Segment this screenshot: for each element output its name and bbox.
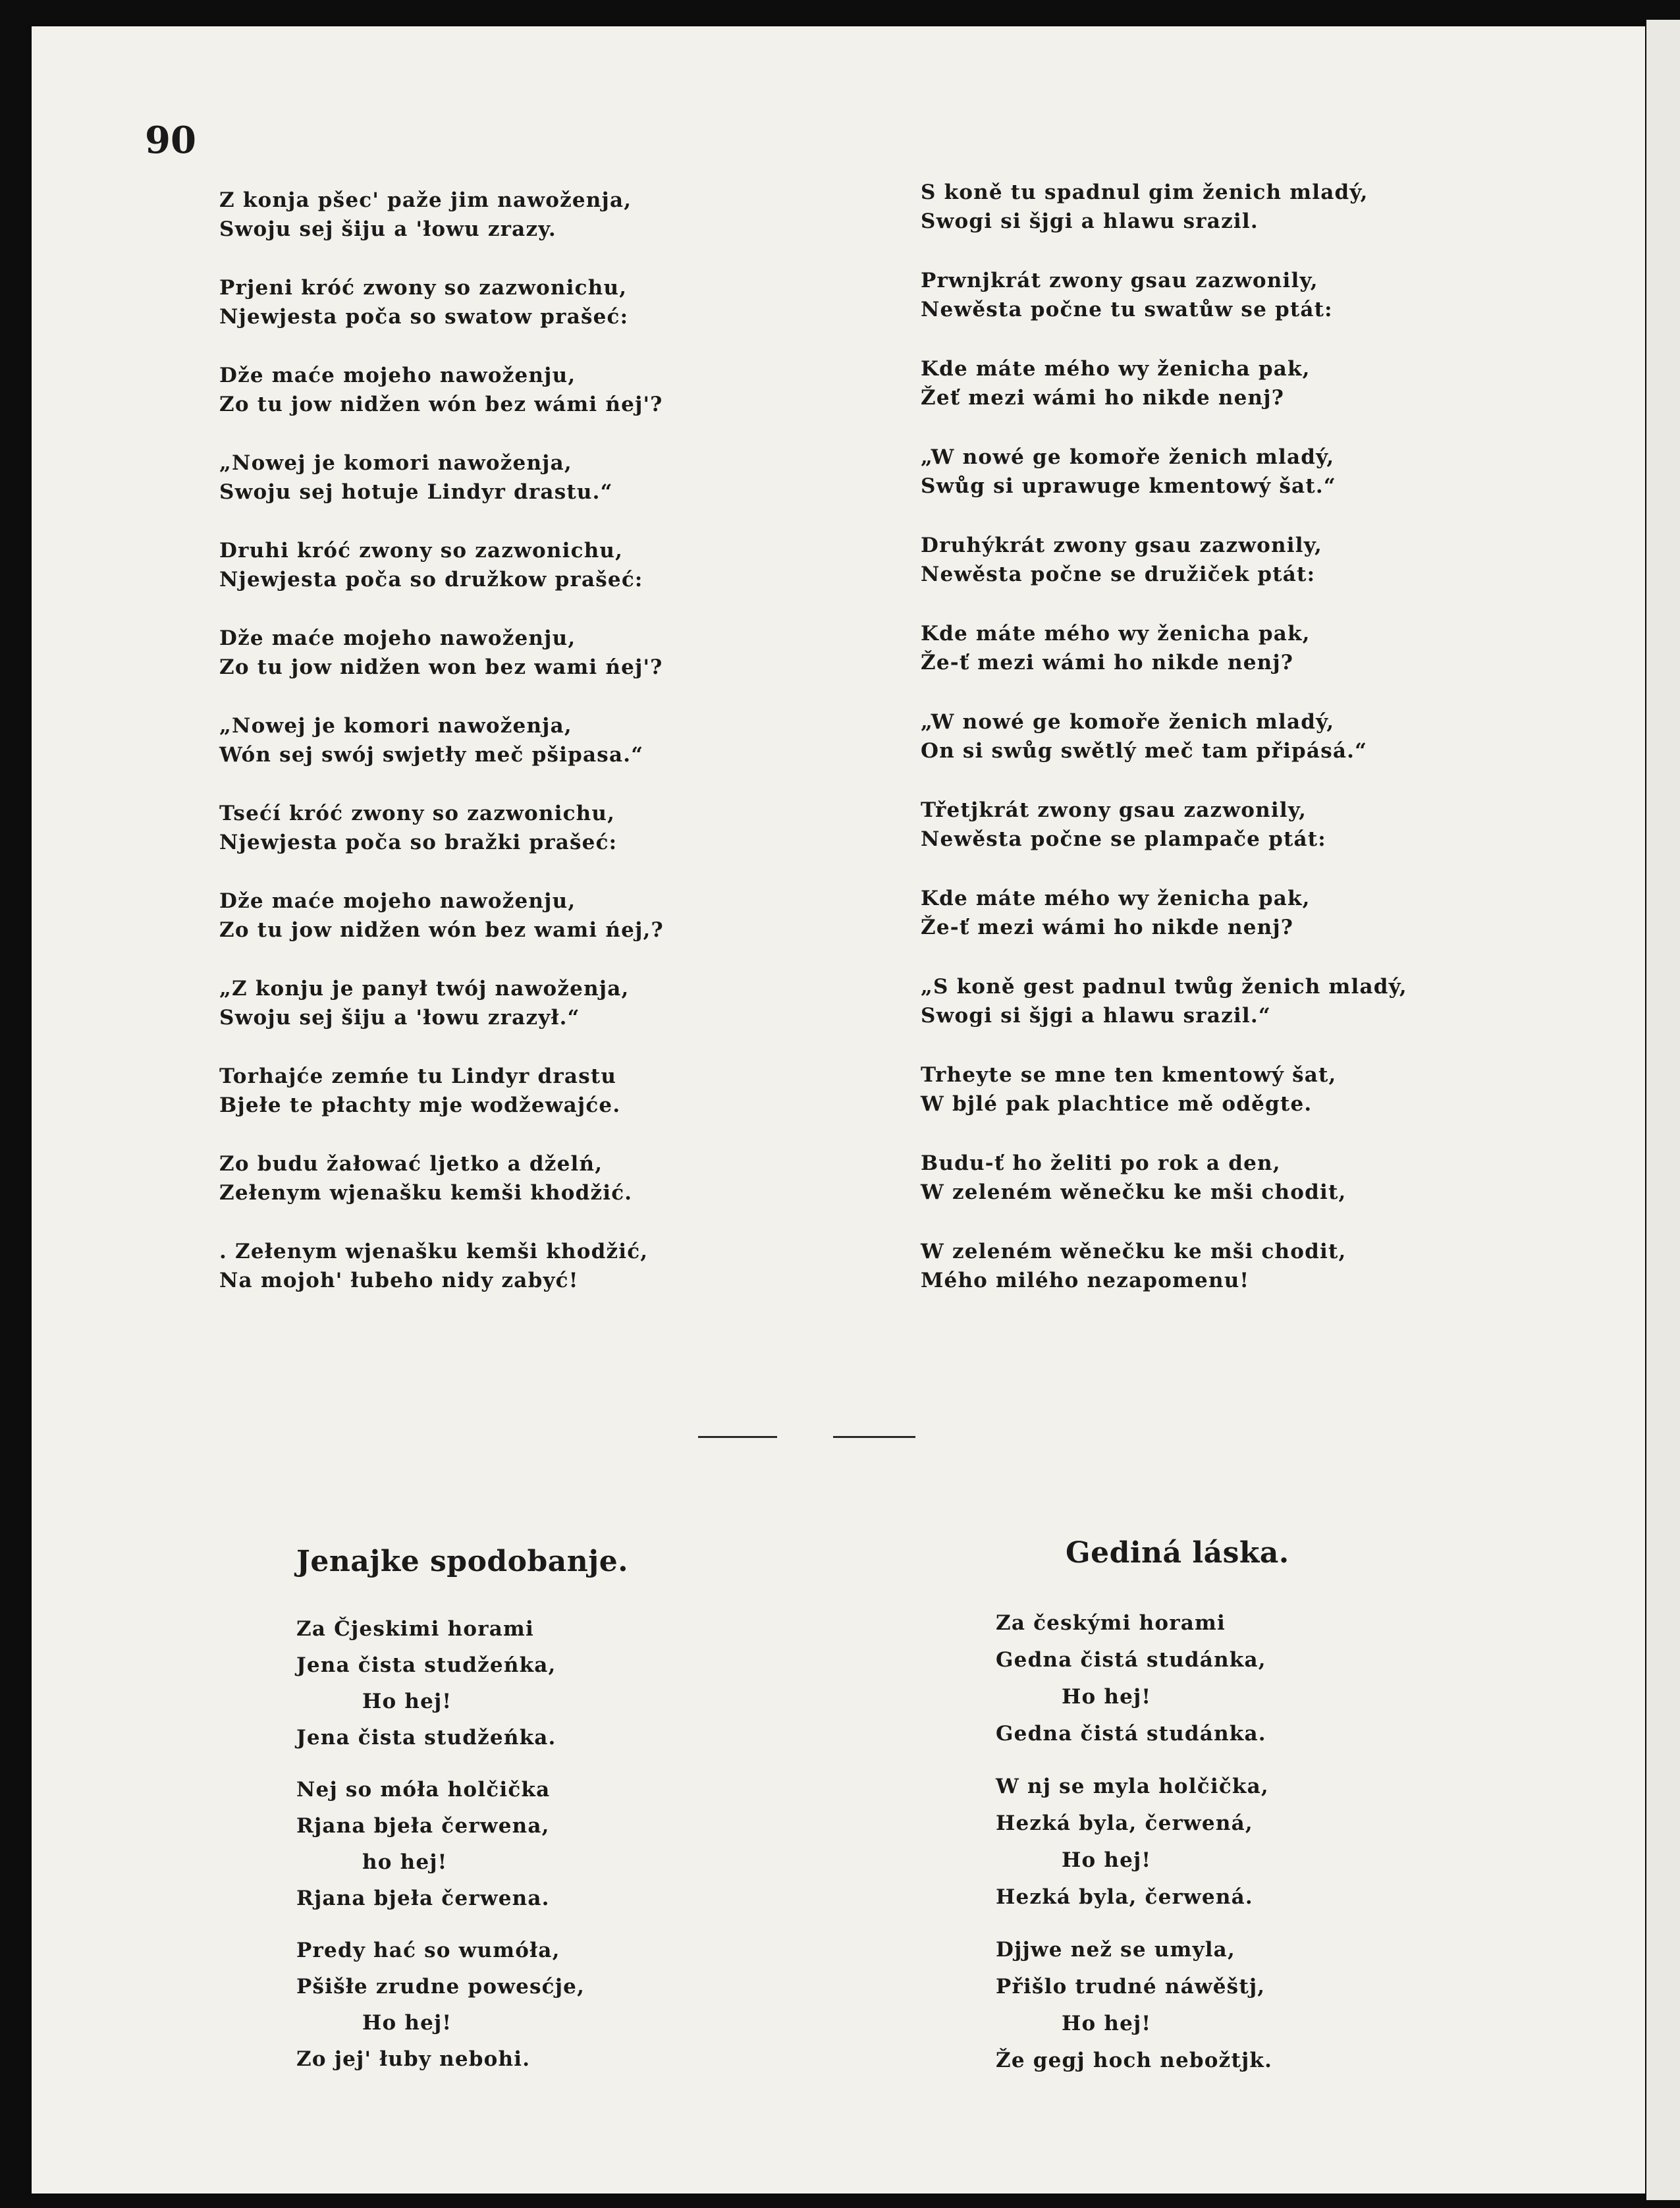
stanza <box>219 1237 664 1295</box>
left-poem-continuation <box>219 186 664 1325</box>
verse-line: „Nowej je komori nawoženja, <box>219 451 572 475</box>
stanza <box>921 178 1407 236</box>
verse-line: Že-ť mezi wámi ho nikde nenj? <box>921 651 1294 675</box>
verse-line: Přišlo trudné náwěštj, <box>996 1975 1266 1999</box>
verse-line: Prwnjkrát zwony gsau zazwonily, <box>921 269 1318 292</box>
right-poem <box>996 1605 1272 2095</box>
stanza <box>219 361 664 419</box>
stanza <box>921 443 1407 501</box>
verse-line: Dže maće mojeho nawoženju, <box>219 364 576 387</box>
verse-line: Swoju sej hotuje Lindyr drastu.“ <box>219 480 613 504</box>
verse-line: Njewjesta poča so swatow prašeć: <box>219 305 629 329</box>
verse-line: Že-ť mezi wámi ho nikde nenj? <box>921 916 1294 939</box>
stanza <box>921 1149 1407 1207</box>
stanza <box>921 1237 1407 1295</box>
verse-line: Za českými horami <box>996 1611 1226 1635</box>
verse-line: Mého milého nezapomenu! <box>921 1269 1250 1292</box>
verse-line: W zeleném wěnečku ke mši chodit, <box>921 1180 1347 1204</box>
stanza <box>219 449 664 507</box>
stanza <box>921 707 1407 765</box>
left-poem <box>296 1611 585 2093</box>
verse-line: Bjełe te płachty mje wodžewajće. <box>219 1093 621 1117</box>
stanza <box>219 1062 664 1120</box>
stanza <box>921 1061 1407 1118</box>
verse-line: Ho hej! <box>1062 1685 1152 1709</box>
verse-line: Gedna čistá studánka, <box>996 1648 1266 1672</box>
left-divider <box>698 1436 777 1438</box>
verse-line: Swůg si uprawuge kmentowý šat.“ <box>921 474 1336 498</box>
verse-line: „Z konju je panył twój nawoženja, <box>219 977 630 1001</box>
verse-line: ho hej! <box>362 1850 448 1874</box>
verse-line: Predy hać so wumóła, <box>296 1939 560 1962</box>
verse-line: Jena čista studžeńka. <box>296 1726 556 1750</box>
verse-line: Druhýkrát zwony gsau zazwonily, <box>921 534 1322 557</box>
verse-line: „W nowé ge komoře ženich mladý, <box>921 710 1335 734</box>
verse-line: „S koně gest padnul twůg ženich mladý, <box>921 975 1407 999</box>
stanza <box>996 1605 1272 1752</box>
stanza <box>219 711 664 769</box>
verse-line: Na mojoh' łubeho nidy zabyć! <box>219 1269 579 1292</box>
verse-line: Tsećí króć zwony so zazwonichu, <box>219 802 616 825</box>
verse-line: Kde máte mého wy ženicha pak, <box>921 357 1311 381</box>
stanza <box>219 536 664 594</box>
verse-line: Njewjesta poča so bražki prašeć: <box>219 831 618 854</box>
verse-line: W nj se myla holčička, <box>996 1775 1269 1798</box>
verse-line: Prjeni króć zwony so zazwonichu, <box>219 276 628 300</box>
verse-line: Kde máte mého wy ženicha pak, <box>921 622 1311 646</box>
stanza <box>921 266 1407 324</box>
verse-line: Pšišłe zrudne powesćje, <box>296 1975 585 1999</box>
right-poem-continuation <box>921 178 1407 1325</box>
stanza <box>219 887 664 945</box>
verse-line: Dže maće mojeho nawoženju, <box>219 626 576 650</box>
adjacent-page-edge <box>1646 20 1680 2200</box>
verse-line: Rjana bjeła čerwena, <box>296 1814 550 1838</box>
verse-line: Hezká byla, čerwená. <box>996 1885 1253 1909</box>
stanza <box>921 884 1407 942</box>
verse-line: Za Čjeskimi horami <box>296 1617 535 1641</box>
verse-line: W zeleném wěnečku ke mši chodit, <box>921 1240 1347 1263</box>
verse-line: Ho hej! <box>1062 2012 1152 2035</box>
verse-line: Njewjesta poča so družkow prašeć: <box>219 568 643 592</box>
verse-line: . Zełenym wjenašku kemši khodžić, <box>219 1240 649 1263</box>
verse-line: Rjana bjeła čerwena. <box>296 1887 550 1910</box>
stanza <box>296 1611 585 1756</box>
verse-line: Ho hej! <box>362 2011 452 2035</box>
verse-line: Swoju sej šiju a 'łowu zrazy. <box>219 217 556 241</box>
stanza <box>219 799 664 857</box>
verse-line: Kde máte mého wy ženicha pak, <box>921 887 1311 910</box>
stanza <box>219 186 664 244</box>
verse-line: Zo tu jow nidžen won bez wami ńej'? <box>219 655 663 679</box>
stanza <box>921 531 1407 589</box>
verse-line: Torhajće zemńe tu Lindyr drastu <box>219 1064 617 1088</box>
stanza <box>219 974 664 1032</box>
stanza <box>921 972 1407 1030</box>
verse-line: Gedna čistá studánka. <box>996 1722 1266 1746</box>
right-divider <box>833 1436 915 1438</box>
verse-line: Swogi si šjgi a hlawu srazil. <box>921 209 1259 233</box>
left-poem-title: Jenajke spodobanje. <box>296 1545 629 1578</box>
verse-line: S koně tu spadnul gim ženich mladý, <box>921 180 1368 204</box>
verse-line: „Nowej je komori nawoženja, <box>219 714 572 738</box>
verse-line: Že gegj hoch nebožtjk. <box>996 2049 1273 2072</box>
stanza <box>219 273 664 331</box>
verse-line: Hezká byla, čerwená, <box>996 1811 1253 1835</box>
verse-line: Nej so móła holčička <box>296 1778 551 1802</box>
stanza <box>996 1931 1272 2079</box>
stanza <box>921 796 1407 854</box>
verse-line: Žeť mezi wámi ho nikde nenj? <box>921 386 1285 410</box>
stanza <box>996 1768 1272 1916</box>
verse-line: Druhi króć zwony so zazwonichu, <box>219 539 624 563</box>
verse-line: Zo tu jow nidžen wón bez wámi ńej'? <box>219 393 663 416</box>
verse-line: Zełenym wjenašku kemši khodžić. <box>219 1181 633 1205</box>
page-number: 90 <box>145 119 196 162</box>
stanza <box>219 1149 664 1207</box>
stanza <box>921 354 1407 412</box>
verse-line: Zo tu jow nidžen wón bez wami ńej,? <box>219 918 664 942</box>
verse-line: Swoju sej šiju a 'łowu zrazył.“ <box>219 1006 580 1030</box>
stanza <box>296 1772 585 1917</box>
verse-line: Dže maće mojeho nawoženju, <box>219 889 576 913</box>
verse-line: Trheyte se mne ten kmentowý šat, <box>921 1063 1337 1087</box>
verse-line: Newěsta počne se plampače ptát: <box>921 827 1326 851</box>
verse-line: Djjwe než se umyla, <box>996 1938 1235 1962</box>
right-poem-title: Gediná láska. <box>1066 1536 1289 1570</box>
stanza <box>921 619 1407 677</box>
stanza <box>296 1933 585 2078</box>
verse-line: On si swůg swětlý meč tam připásá.“ <box>921 739 1368 763</box>
verse-line: Newěsta počne tu swatůw se ptát: <box>921 298 1333 321</box>
verse-line: Třetjkrát zwony gsau zazwonily, <box>921 798 1307 822</box>
verse-line: W bjlé pak plachtice mě oděgte. <box>921 1092 1313 1116</box>
verse-line: Zo budu žałować ljetko a dželń, <box>219 1152 603 1176</box>
stanza <box>219 624 664 682</box>
verse-line: Ho hej! <box>362 1690 452 1713</box>
verse-line: Z konja pšec' paže jim nawoženja, <box>219 188 632 212</box>
verse-line: Swogi si šjgi a hlawu srazil.“ <box>921 1004 1271 1028</box>
verse-line: Budu-ť ho želiti po rok a den, <box>921 1151 1281 1175</box>
verse-line: Ho hej! <box>1062 1848 1152 1872</box>
verse-line: Wón sej swój swjetły meč pšipasa.“ <box>219 743 644 767</box>
verse-line: Newěsta počne se družiček ptát: <box>921 563 1316 586</box>
verse-line: „W nowé ge komoře ženich mladý, <box>921 445 1335 469</box>
verse-line: Jena čista studžeńka, <box>296 1653 556 1677</box>
verse-line: Zo jej' łuby nebohi. <box>296 2047 531 2071</box>
